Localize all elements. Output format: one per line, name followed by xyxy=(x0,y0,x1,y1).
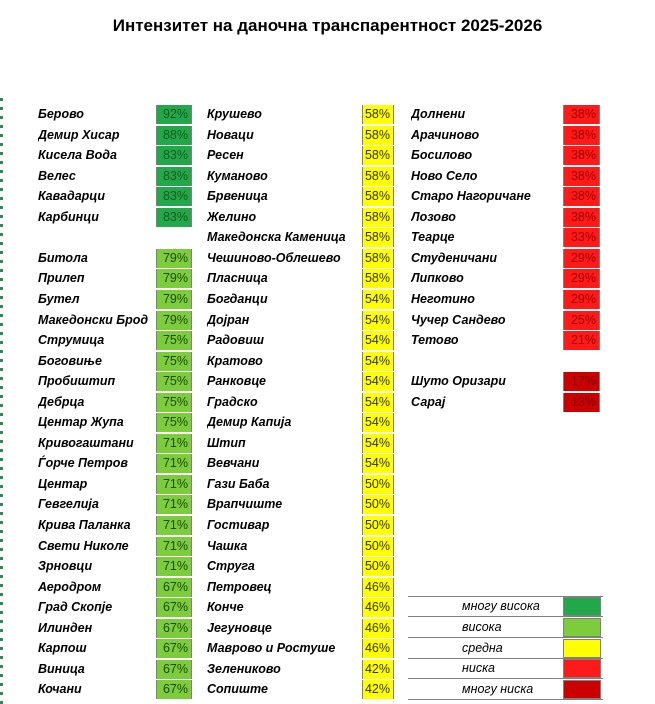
municipality-name: Долнени xyxy=(411,107,466,121)
transparency-percent: 42% xyxy=(362,680,394,699)
municipality-name: Студеничани xyxy=(411,250,498,265)
municipality-name: Демир Капија xyxy=(207,415,292,430)
municipality-name: Богданци xyxy=(207,291,268,306)
municipality-name: Пробиштип xyxy=(38,374,116,389)
municipality-name: Дебрца xyxy=(38,394,85,409)
transparency-percent: 38% xyxy=(563,105,600,124)
transparency-percent: 54% xyxy=(362,352,394,371)
transparency-percent: 29% xyxy=(563,249,600,268)
municipality-name: Центар Жупа xyxy=(38,415,124,430)
municipality-name: Карпош xyxy=(38,641,87,656)
municipality-name: Ново Село xyxy=(411,168,478,183)
page-title: Интензитет на даночна транспарентност 2025-2026 xyxy=(112,16,543,35)
municipality-name: Лозово xyxy=(411,209,456,224)
municipality-name: Илинден xyxy=(38,620,93,635)
transparency-percent: 54% xyxy=(362,290,394,309)
municipality-name: Кривогаштани xyxy=(38,435,134,450)
transparency-percent: 71% xyxy=(156,557,192,576)
transparency-percent: 58% xyxy=(362,167,394,186)
municipality-name: Карбинци xyxy=(38,209,99,224)
transparency-percent: 58% xyxy=(362,187,394,206)
page-edge-border xyxy=(0,98,3,704)
transparency-percent: 67% xyxy=(156,639,192,658)
transparency-percent: 33% xyxy=(563,228,600,247)
municipality-name: Аеродром xyxy=(38,579,102,594)
legend-swatch-very-low xyxy=(563,680,601,699)
municipality-name: Чешиново-Облешево xyxy=(207,250,341,265)
transparency-percent: 71% xyxy=(156,454,192,473)
transparency-percent: 54% xyxy=(362,454,394,473)
legend-label: висока xyxy=(462,619,502,634)
municipality-name: Крушево xyxy=(207,107,262,121)
municipality-name: Јегуновце xyxy=(207,620,272,635)
municipality-name: Пласница xyxy=(207,271,268,286)
transparency-percent: 71% xyxy=(156,516,192,535)
transparency-percent: 92% xyxy=(156,105,192,124)
municipality-name: Битола xyxy=(38,250,88,265)
transparency-percent: 67% xyxy=(156,598,192,617)
municipality-name: Неготино xyxy=(411,291,475,306)
municipality-name: Кратово xyxy=(207,353,263,368)
transparency-percent: 29% xyxy=(563,290,600,309)
transparency-percent: 29% xyxy=(563,269,600,288)
municipality-name: Македонски Брод xyxy=(38,312,149,327)
municipality-name: Свети Николе xyxy=(38,538,129,553)
transparency-percent: 50% xyxy=(362,557,394,576)
transparency-percent: 79% xyxy=(156,290,192,309)
municipality-name: Кавадарци xyxy=(38,189,105,204)
legend-swatch-low xyxy=(563,659,601,678)
transparency-percent: 50% xyxy=(362,475,394,494)
transparency-percent: 21% xyxy=(563,331,600,350)
transparency-percent: 58% xyxy=(362,208,394,227)
municipality-name: Арачиново xyxy=(411,127,480,142)
municipality-name: Крива Паланка xyxy=(38,518,131,532)
legend-swatch-very-high xyxy=(563,597,601,616)
legend-label: многу ниска xyxy=(462,682,534,697)
legend-divider xyxy=(408,699,603,700)
municipality-name: Радовиш xyxy=(207,333,264,348)
transparency-percent: 50% xyxy=(362,516,394,535)
municipality-name: Градско xyxy=(207,394,258,409)
legend-swatch-high xyxy=(563,618,601,637)
transparency-percent: 38% xyxy=(563,146,600,165)
transparency-percent: 67% xyxy=(156,660,192,679)
municipality-name: Конче xyxy=(207,600,244,615)
municipality-name: Теарце xyxy=(411,230,455,245)
municipality-name: Куманово xyxy=(207,168,268,183)
municipality-name: Брвеница xyxy=(207,189,268,204)
municipality-name: Ресен xyxy=(207,148,244,163)
municipality-name: Струга xyxy=(207,559,255,574)
transparency-percent: 50% xyxy=(362,537,394,556)
municipality-name: Шуто Оризари xyxy=(411,374,506,389)
municipality-name: Петровец xyxy=(207,579,272,594)
transparency-percent: 83% xyxy=(156,167,192,186)
municipality-name: Зелениково xyxy=(207,661,281,676)
transparency-percent: 54% xyxy=(362,331,394,350)
transparency-percent: 83% xyxy=(156,208,192,227)
legend-swatch-medium xyxy=(563,639,601,658)
transparency-percent: 71% xyxy=(156,475,192,494)
transparency-percent: 38% xyxy=(563,208,600,227)
transparency-percent: 54% xyxy=(362,393,394,412)
transparency-percent: 25% xyxy=(563,311,600,330)
municipality-name: Берово xyxy=(38,107,84,121)
transparency-percent: 54% xyxy=(362,434,394,453)
transparency-percent: 67% xyxy=(156,578,192,597)
transparency-percent: 75% xyxy=(156,413,192,432)
municipality-name: Прилеп xyxy=(38,271,85,286)
municipality-name: Врапчиште xyxy=(207,497,283,512)
municipality-name: Тетово xyxy=(411,333,459,348)
municipality-name: Липково xyxy=(411,271,464,286)
transparency-percent: 17% xyxy=(563,372,600,391)
municipality-name: Зрновци xyxy=(38,559,93,574)
municipality-name: Велес xyxy=(38,168,76,183)
transparency-percent: 67% xyxy=(156,619,192,638)
transparency-percent: 75% xyxy=(156,331,192,350)
municipality-name: Маврово и Ростуше xyxy=(207,641,336,656)
transparency-percent: 38% xyxy=(563,187,600,206)
transparency-percent: 67% xyxy=(156,680,192,699)
transparency-percent: 46% xyxy=(362,639,394,658)
transparency-percent: 58% xyxy=(362,146,394,165)
transparency-percent: 54% xyxy=(362,372,394,391)
transparency-percent: 50% xyxy=(362,495,394,514)
transparency-percent: 75% xyxy=(156,352,192,371)
transparency-percent: 38% xyxy=(563,167,600,186)
transparency-percent: 83% xyxy=(156,146,192,165)
transparency-percent: 79% xyxy=(156,311,192,330)
legend-label: многу висока xyxy=(462,599,540,613)
transparency-percent: 58% xyxy=(362,249,394,268)
transparency-percent: 58% xyxy=(362,126,394,145)
legend-label: средна xyxy=(462,640,503,655)
municipality-name: Центар xyxy=(38,476,88,491)
municipality-name: Македонска Каменица xyxy=(207,230,346,245)
municipality-name: Демир Хисар xyxy=(38,127,120,142)
municipality-name: Ѓорче Петров xyxy=(38,456,128,471)
municipality-name: Виница xyxy=(38,661,85,676)
transparency-percent: 75% xyxy=(156,372,192,391)
municipality-name: Желино xyxy=(207,209,257,224)
transparency-percent: 46% xyxy=(362,619,394,638)
transparency-percent: 13% xyxy=(563,393,600,412)
municipality-name: Старо Нагоричане xyxy=(411,189,531,204)
municipality-name: Вевчани xyxy=(207,456,260,471)
transparency-percent: 83% xyxy=(156,187,192,206)
municipality-name: Чучер Сандево xyxy=(411,312,506,327)
municipality-name: Новаци xyxy=(207,127,254,142)
municipality-name: Кисела Вода xyxy=(38,148,117,163)
transparency-percent: 88% xyxy=(156,126,192,145)
municipality-name: Ранковце xyxy=(207,374,266,389)
municipality-name: Кочани xyxy=(38,682,82,697)
municipality-name: Босилово xyxy=(411,148,473,163)
transparency-percent: 54% xyxy=(362,311,394,330)
legend-label: ниска xyxy=(462,661,495,676)
municipality-name: Бутел xyxy=(38,291,80,306)
transparency-percent: 79% xyxy=(156,249,192,268)
transparency-percent: 71% xyxy=(156,434,192,453)
transparency-percent: 38% xyxy=(563,126,600,145)
transparency-percent: 46% xyxy=(362,578,394,597)
transparency-percent: 54% xyxy=(362,413,394,432)
transparency-percent: 75% xyxy=(156,393,192,412)
transparency-percent: 58% xyxy=(362,105,394,124)
municipality-name: Сопиште xyxy=(207,682,268,697)
transparency-percent: 58% xyxy=(362,269,394,288)
municipality-name: Боговиње xyxy=(38,353,102,368)
transparency-percent: 71% xyxy=(156,537,192,556)
transparency-percent: 58% xyxy=(362,228,394,247)
municipality-name: Дојран xyxy=(207,312,250,327)
municipality-name: Сарај xyxy=(411,394,446,409)
municipality-name: Гостивар xyxy=(207,518,270,532)
municipality-name: Гевгелија xyxy=(38,497,99,512)
municipality-name: Гази Баба xyxy=(207,476,270,491)
municipality-name: Град Скопје xyxy=(38,600,113,615)
transparency-percent: 79% xyxy=(156,269,192,288)
transparency-percent: 46% xyxy=(362,598,394,617)
transparency-percent: 42% xyxy=(362,660,394,679)
municipality-name: Штип xyxy=(207,435,246,450)
municipality-name: Чашка xyxy=(207,538,248,553)
transparency-percent: 71% xyxy=(156,495,192,514)
municipality-name: Струмица xyxy=(38,333,105,348)
